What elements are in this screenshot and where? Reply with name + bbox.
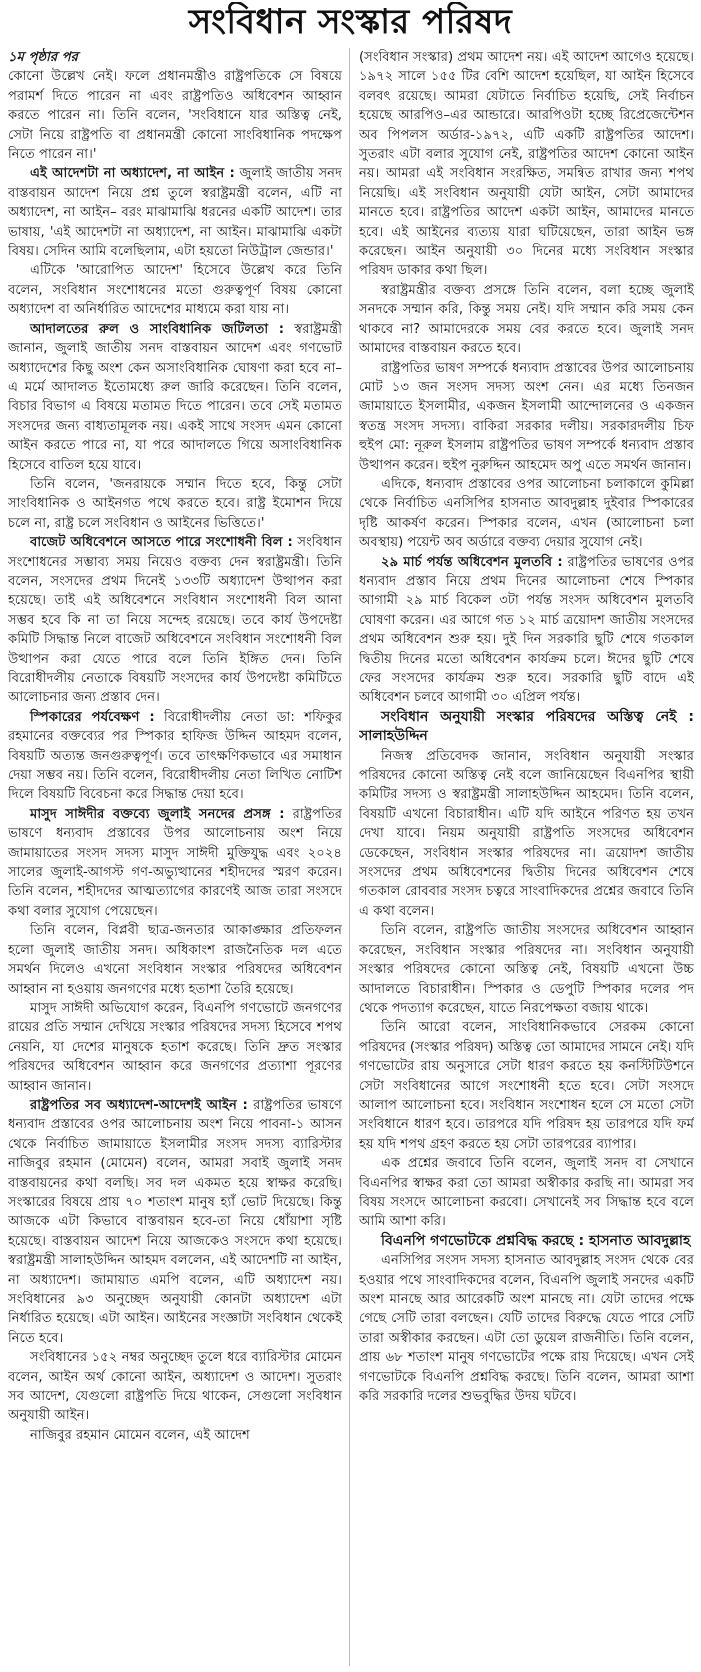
paragraph-text: এটিকে 'আরোপিত আদেশ' হিসেবে উল্লেখ করে তিনি বলেন, সংবিধান সংশোধনের মতো গুরুত্বপূর্ণ বিষয় কোনো অধ্যাদেশ বা অনির্ধারিত আদেশের মাধ্যমে করা যায় না।: [8, 263, 342, 318]
paragraph-text: কোনো উল্লেখ নেই। ফলে প্রধানমন্ত্রীও রাষ্ট্রপতিকে সে বিষয়ে পরামর্শ দিতে পারেন না এবং রাষ্ট্রপতিও অধিবেশন আহ্বান করতে পারেন না। তিনি বলেন, 'সংবিধানে যার অস্তিত্ব নেই, সেটা নিয়ে রাষ্ট্রপতি বা প্রধানমন্ত্রী কোনো সাংবিধানিক পদক্ষেপ নিতে পারেন না।': [8, 69, 342, 163]
paragraph-text: এদিকে, ধন্যবাদ প্রস্তাবের ওপর আলোচনা চলাকালে কুমিল্লা থেকে নির্বাচিত এনসিপির হাসনাত আবদুল্লাহ দুইবার স্পিকারের দৃষ্টি আকর্ষণ করেন। স্পিকার বলেন, এখন (আলোচনা চলা অবস্থায়) পয়েন্ট অব অর্ডারে বক্তব্য দেয়ার সুযোগ নেই।: [359, 476, 694, 551]
paragraph-text: সংবিধান অনুযায়ী সংস্কার পরিষদের অস্তিত্ব নেই : সালাহউদ্দিন: [359, 708, 694, 745]
paragraph-text: স্বরাষ্ট্রমন্ত্রীর বক্তব্য প্রসঙ্গে তিনি বলেন, বলা হচ্ছে জুলাই সনদকে সম্মান করি, কিন্তু সময় নেই। যদি সম্মান করি সময় কেন থাকবে না? আমাদেরকে সময় বের করতে হবে। জুলাই সনদ আমাদের বাস্তবায়ন করতে হবে।: [359, 282, 694, 357]
article-paragraph: [359, 553, 694, 708]
paragraph-text: তিনি বলেন, 'জনরায়কে সম্মান দিতে হবে, কিন্তু সেটা সাংবিধানিক ও আইনগত পথে করতে হবে। রাষ্ট্র ইমোশন দিয়ে চলে না, রাষ্ট্র চলে সংবিধান ও আইনের ভিত্তিতে।': [8, 476, 342, 531]
paragraph-text: (সংবিধান সংস্কার) প্রথম আদেশ নয়। এই আদেশ আগেও হয়েছে। ১৯৭২ সালে ১৫৫ টির বেশি আদেশ হয়েছিল, যা আইন হিসেবে বলবৎ রয়েছে। আমরা যেটাতে নির্বাচিত হয়েছি, সেই নির্বাচন হয়েছে আরপিও–এর আন্ডারে। আরপিওটা হচ্ছে রিপ্রেজেন্টেশন অব পিপলস অর্ডার-১৯৭২, এটি একটি রাষ্ট্রপতির আদেশ। সুতরাং এটা বলার সুযোগ নেই, রাষ্ট্রপতির আদেশ কোনো আইন নয়। আমরা এই সংবিধান সংরক্ষিত, সমন্বিত রাখার জন্য শপথ নিয়েছি। এই সংবিধান অনুযায়ী যেটা আইন, সেটা আমাদের মানতে হবে। রাষ্ট্রপতির আদেশ একটা আইন, আমাদের মানতে হবে। এই আইনের ব্যত্যয় যারা ঘটিয়েছেন, তারা আইন ভঙ্গ করেছেন। আইন অনুযায়ী ৩০ দিনের মধ্যে সংবিধান সংস্কার পরিষদ ডাকার কথা ছিল।: [359, 50, 694, 279]
paragraph-lead-heading: মাসুদ সাঈদীর বক্তব্যে জুলাই সনদের প্রসঙ্গ :: [30, 806, 285, 822]
paragraph-text: এক প্রশ্নের জবাবে তিনি বলেন, জুলাই সনদ বা সেখানে বিএনপির স্বাক্ষর করা তো আমরা অস্বীকার করছি না। আমরা সব বিষয় সংসদে আলোচনা করবো। সেখানেই সব সিদ্ধান্ত হবে বলে আমি আশা করি।: [359, 1156, 694, 1230]
article-paragraph: [8, 261, 342, 319]
paragraph-text: রাষ্ট্রপতির ভাষণ সম্পর্কে ধন্যবাদ প্রস্তাবের উপর আলোচনায় মোট ১৩ জন সংসদ সদস্য অংশ নেন। এর মধ্যে তিনজন জামায়াতে ইসলামীর, একজন ইসলামী আন্দোলনের ও একজন স্বতন্ত্র সংসদ সদস্য। বাকিরা সরকার দলীয়। সরকারদলীয় চিফ হুইপ মো: নূরুল ইসলাম রাষ্ট্রপতির ভাষণ সম্পর্কে ধন্যবাদ প্রস্তাব উত্থাপন করেন। হুইপ নুরুদ্দিন আহমেদ অপু এতে সমর্থন জানান।: [359, 360, 694, 473]
paragraph-text: জুলাই জাতীয় সনদ বাস্তবায়ন আদেশ নিয়ে প্রশ্ন তুলে স্বরাষ্ট্রমন্ত্রী বলেন, এটি না অধ্যাদেশ, না আইন– বরং মাঝামাঝি ধরনের একটি আদেশ। তার ভাষায়, 'এই আদেশটা না অধ্যাদেশ, না আইন। মাঝামাঝি একটা বিষয়। সেদিন আমি বলেছিলাম, এটা হয়তো নিউট্রাল জেন্ডার।': [8, 166, 342, 260]
article-paragraph: [359, 359, 694, 475]
article-paragraph: [8, 475, 342, 533]
paragraph-text: সংবিধানের ১৫২ নম্বর অনুচ্ছেদ তুলে ধরে ব্যারিস্টার মোমেন বলেন, আইন অর্থ কোনো আইন, অধ্যাদেশ ও আদেশ। সুতরাং সব আদেশ, যেগুলো রাষ্ট্রপতি দিয়ে থাকেন, সেগুলো সংবিধান অনুযায়ী আইন।: [8, 1350, 342, 1424]
paragraph-text: বিরোধীদলীয় নেতা ডা: শফিকুর রহমানের বক্তব্যের পর স্পিকার হাফিজ উদ্দিন আহমদ বলেন, বিষয়টি অত্যন্ত জনগুরুত্বপূর্ণ। তবে তাৎক্ষণিকভাবে এর সমাধান দেয়া সম্ভব নয়। তিনি বলেন, বিরোধীদলীয় নেতা লিখিত নোটিশ দিলে বিষয়টি বিবেচনা করে সিদ্ধান্ত দেয়া হবে।: [8, 709, 342, 803]
section-subheading: [359, 1232, 694, 1251]
article-paragraph: [8, 1348, 342, 1426]
article-paragraph: [8, 921, 342, 999]
paragraph-text: তিনি বলেন, বিপ্লবী ছাত্র-জনতার আকাঙ্ক্ষার প্রতিফলন হলো জুলাই জাতীয় সনদ। অধিকাংশ রাজনৈতিক দল এতে সমর্থন দিলেও এখনো সংবিধান সংস্কার পরিষদের অধিবেশন আহ্বান না হওয়ায় জনগণের মধ্যে হতাশা তৈরি হয়েছে।: [8, 923, 342, 997]
article-paragraph: [359, 48, 694, 281]
article-paragraph: [8, 805, 342, 921]
article-paragraph: [8, 164, 342, 261]
paragraph-lead-heading: ২৯ মার্চ পর্যন্ত অধিবেশন মুলতবি :: [381, 554, 563, 570]
paragraph-lead-heading: রাষ্ট্রপতির সব অধ্যাদেশ-আদেশই আইন :: [30, 1097, 248, 1113]
paragraph-text: এনসিপির সংসদ সদস্য হাসনাত আবদুল্লাহ সংসদ থেকে বের হওয়ার পথে সাংবাদিকদের বলেন, বিএনপি জুলাই সনদের একটি অংশ মানছে আর আরেকটি অংশ মানছে না। যেটা তাদের পক্ষে গেছে সেটি তারা বলছেন। যেটি তাদের বিরুদ্ধে যেতে পারে সেটি তারা অস্বীকার করছেন। এটা তো ডুয়েল রাজনীতি। তিনি বলেন, প্রায় ৬৮ শতাংশ মানুষ গণভোটের পক্ষে রায় দিয়েছে। এখন সেই গণভোটকে বিএনপি প্রশ্নবিদ্ধ করছে। তিনি বলেন, আমরা আশা করি সরকারি দলের শুভবুদ্ধির উদয় ঘটবে।: [359, 1253, 694, 1405]
article-column-left: [8, 48, 342, 1668]
article-column-right: [359, 48, 694, 1668]
article-paragraph: [8, 533, 342, 708]
article-paragraph: [8, 999, 342, 1096]
article-paragraph: [359, 281, 694, 359]
headline: সংবিধান সংস্কার পরিষদ: [188, 2, 513, 42]
article-paragraph: [359, 747, 694, 922]
paragraph-lead-heading: বাজেট অধিবেশনে আসতে পারে সংশোধনী বিল :: [30, 535, 293, 551]
paragraph-text: তিনি আরো বলেন, সাংবিধানিকভাবে সেরকম কোনো পরিষদের (সংস্কার পরিষদ) অস্তিত্ব তো আমাদের সামনে নেই। যদি গণভোটের রায় অনুসারে সেটা ধারণ করতে হয় কনস্টিটিউশনে সেটা সংবিধানের আগে সংশোধনী হতে হবে। সেটা সংসদে আলাপ আলোচনা হবে। সংবিধান সংশোধন হলে সে মতো সেটা সংবিধানে ধারণ হবে। তারপরে যদি পরিষদ হয় তারপরে যদি ফর্ম হয় যদি শপথ গ্রহণ করতে হয় সেটা তারপরের ব্যাপার।: [359, 1020, 694, 1152]
continued-from-label: [8, 48, 342, 67]
article-paragraph: [8, 320, 342, 475]
article-paragraph: [8, 1426, 342, 1445]
article-paragraph: [359, 1251, 694, 1406]
paragraph-text: রাষ্ট্রপতির ভাষণে ধন্যবাদ প্রস্তাবের ওপর আলোচনায় অংশ নিয়ে পাবনা-১ আসন থেকে নির্বাচিত জামায়াতে ইসলামীর সংসদ সদস্য ব্যারিস্টার নাজিবুর রহমান (মোমেন) বলেন, আমরা সবাই জুলাই সনদ বাস্তবায়নের কথা বলছি। সব দল একমত হয়ে স্বাক্ষর করেছি। সংস্কারের বিষয়ে প্রায় ৭০ শতাংশ মানুষ হ্যাঁ ভোট দিয়েছে। কিন্তু আজকে এটা কিভাবে বাস্তবায়ন হবে-তা নিয়ে ধোঁয়াশা সৃষ্টি হয়েছে। বাস্তবায়ন আদেশ নিয়ে আজকেও সংসদে কথা হয়েছে। স্বরাষ্ট্রমন্ত্রী সালাহউদ্দিন আহমদ বললেন, এই আদেশটি না আইন, না অধ্যাদেশ। জামায়াত এমপি বলেন, এটি অধ্যাদেশ নয়। সংবিধানের ৯৩ অনুচ্ছেদ অনুযায়ী কোনটা অধ্যাদেশ এটা নির্ধারিত হয়েছে। এটা আইন। আইনের সংজ্ঞাটা সংবিধান থেকেই নিতে হবে।: [8, 1097, 342, 1346]
article-paragraph: [359, 475, 694, 553]
paragraph-text: সংবিধান সংশোধনের সম্ভাব্য সময় নিয়েও বক্তব্য দেন স্বরাষ্ট্রমন্ত্রী। তিনি বলেন, সংসদের প্রথম দিনেই ১৩৩টি অধ্যাদেশ উত্থাপন করা হয়েছে। তাই এই অধিবেশনে সংবিধান সংশোধনী বিল আনা সম্ভব হবে কি না তা নিয়ে সন্দেহ রয়েছে। তবে কার্য উপদেষ্টা কমিটি সিদ্ধান্ত নিলে বাজেট অধিবেশনে সংবিধান সংশোধনী বিল উত্থাপন করা যেতে পারে বলে তিনি ইঙ্গিত দেন। তিনি বিরোধীদলীয় নেতাকে বিষয়টি সংসদের কার্য উপদেষ্টা কমিটিতে আলোচনার জন্য প্রস্তাব দেন।: [8, 535, 342, 706]
column-divider: [349, 48, 350, 1666]
article-paragraph: [8, 708, 342, 805]
section-subheading: [359, 708, 694, 747]
paragraph-text: তিনি বলেন, রাষ্ট্রপতি জাতীয় সংসদের অধিবেশন আহ্বান করেছেন, সংবিধান সংস্কার পরিষদের না। সংবিধান অনুযায়ী সংস্কার পরিষদের কোনো অস্তিত্ব নেই, বিষয়টি এখনো উচ্চ আদালতে বিচারাধীন। স্পিকার ও ডেপুটি স্পিকার দলের পদ থেকে পদত্যাগ করেছেন, যাতে নিরপেক্ষতা বজায় থাকে।: [359, 923, 694, 1016]
paragraph-text: নিজস্ব প্রতিবেদক জানান, সংবিধান অনুযায়ী সংস্কার পরিষদের কোনো অস্তিত্ব নেই বলে জানিয়েছেন বিএনপির স্থায়ী কমিটির সদস্য ও স্বরাষ্ট্রমন্ত্রী সালাহউদ্দিন আহমেদ। তিনি বলেন, বিষয়টি এখনো বিচারাধীন। এটি যদি আইনে পরিণত হয় তখন দেখা যাবে। নিয়ম অনুযায়ী রাষ্ট্রপতি সংসদের অধিবেশন ডেকেছেন, সংবিধান সংস্কার পরিষদের না। ত্রয়োদশ জাতীয় সংসদের প্রথম অধিবেশনের দ্বিতীয় দিনের অধিবেশন শেষে গতকাল রোববার সংসদ চত্বরে সাংবাদিকদের প্রশ্নের জবাবে তিনি এ কথা বলেন।: [359, 748, 694, 919]
paragraph-text: স্বরাষ্ট্রমন্ত্রী জানান, জুলাই জাতীয় সনদ বাস্তবায়ন আদেশ এবং গণভোট অধ্যাদেশের কিছু অংশ কেন অসাংবিধানিক ঘোষণা করা হবে না– এ মর্মে আদালত ইতোমধ্যে রুল জারি করেছেন। তিনি বলেন, বিচার বিভাগ এ বিষয়ে মতামত দিতে পারেন। তবে সেই মতামত সংসদের জন্য বাধ্যতামূলক নয়। একই সাথে সংসদ এমন কোনো আইন করতে পারে না, যা পরে আদালতে গিয়ে অসাংবিধানিক হিসেবে বাতিল হয়ে যাবে।: [8, 321, 342, 473]
paragraph-text: রাষ্ট্রপতির ভাষণে ধন্যবাদ প্রস্তাবের উপর আলোচনায় অংশ নিয়ে জামায়াতের সংসদ সদস্য মাসুদ সাঈদী মুক্তিযুদ্ধ এবং ২০২৪ সালের জুলাই-আগস্ট গণ-অভ্যুত্থানের শহীদদের স্মরণ করেন। তিনি বলেন, শহীদদের আত্মত্যাগের কারণেই আজ তারা সংসদে কথা বলার সুযোগ পেয়েছেন।: [8, 806, 342, 919]
paragraph-text: ১ম পৃষ্ঠার পর: [8, 50, 78, 65]
article-paragraph: [8, 67, 342, 164]
paragraph-lead-heading: এই আদেশটা না অধ্যাদেশ, না আইন :: [30, 166, 235, 182]
paragraph-text: মাসুদ সাঈদী অভিযোগ করেন, বিএনপি গণভোটে জনগণের রায়ের প্রতি সম্মান দেখিয়ে সংস্কার পরিষদের সদস্য হিসেবে শপথ নেয়নি, যা দেশের মানুষকে হতাশ করেছে। তিনি দ্রুত সংস্কার পরিষদের অধিবেশন আহ্বান করে জনগণের প্রত্যাশা পূরণের আহ্বান জানান।: [8, 1000, 342, 1094]
article-paragraph: [359, 1154, 694, 1232]
paragraph-lead-heading: আদালতের রুল ও সাংবিধানিক জটিলতা :: [30, 321, 285, 337]
paragraph-lead-heading: স্পিকারের পর্যবেক্ষণ :: [30, 709, 155, 725]
article-paragraph: [8, 1096, 342, 1348]
paragraph-text: রাষ্ট্রপতির ভাষণের ওপর ধন্যবাদ প্রস্তাব নিয়ে প্রথম দিনের আলোচনা শেষে স্পিকার আগামী ২৯ মার্চ বিকেল ৩টা পর্যন্ত সংসদ অধিবেশন মুলতবি ঘোষণা করেন। এর আগে গত ১২ মার্চ ত্রয়োদশ জাতীয় সংসদের প্রথম অধিবেশন শুরু হয়। দুই দিন সরকারি ছুটি শেষে গতকাল দ্বিতীয় দিনের মতো অধিবেশন কার্যক্রম চলে। ঈদের ছুটি শেষে ফের সংসদের কার্যক্রম শুরু হবে। সরকারি ছুটি বাদে এই অধিবেশন চলবে আগামী ৩০ এপ্রিল পর্যন্ত।: [359, 554, 694, 706]
article-paragraph: [359, 921, 694, 1018]
paragraph-text: নাজিবুর রহমান মোমেন বলেন, এই আদেশ: [30, 1427, 250, 1443]
article-paragraph: [359, 1018, 694, 1154]
paragraph-text: বিএনপি গণভোটকে প্রশ্নবিদ্ধ করছে : হাসনাত আবদুল্লাহ: [381, 1232, 691, 1249]
